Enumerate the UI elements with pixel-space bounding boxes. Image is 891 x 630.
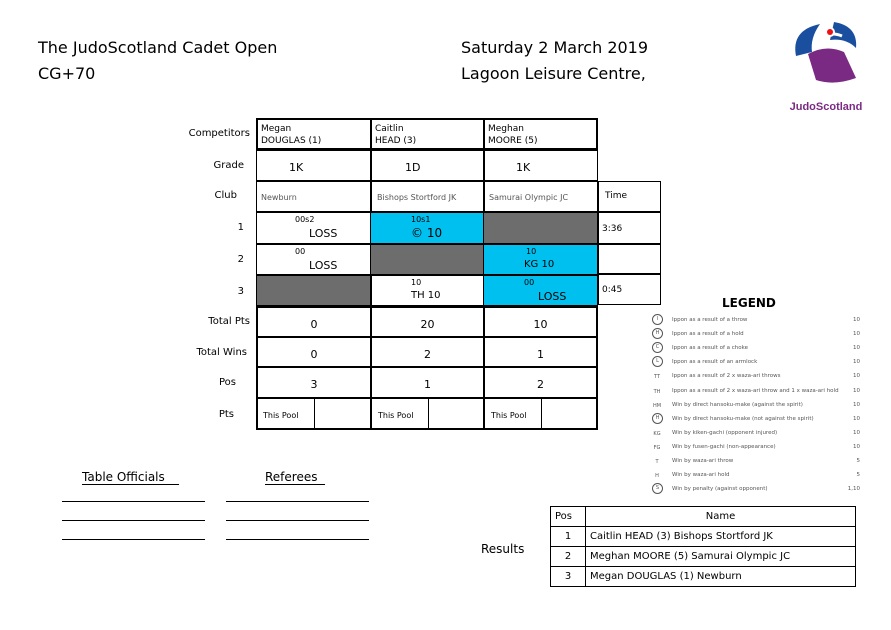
position-cell: 1 [370, 366, 485, 399]
pool-pts-cell [370, 397, 485, 430]
bout-cell [370, 212, 485, 244]
pool-pts-cell [256, 397, 372, 430]
result-name: Megan DOUGLAS (1) Newburn [586, 567, 856, 587]
club-cell: Newburn [256, 181, 372, 212]
category-label: CG+70 [38, 64, 96, 83]
bout-cell [256, 244, 372, 275]
competitor-first-name: Meghan [488, 124, 524, 134]
total-wins-cell: 1 [483, 336, 598, 368]
bout-result: TH 10 [411, 290, 441, 301]
label-total-pts: Total Pts [208, 316, 250, 327]
position-cell: 3 [256, 366, 372, 399]
legend-description: Ippon as a result of a hold [672, 331, 744, 338]
bout-result: KG 10 [524, 259, 555, 270]
legend-item [650, 401, 860, 413]
legend-description: Ippon as a result of a throw [672, 317, 748, 323]
event-date: Saturday 2 March 2019 [461, 38, 649, 57]
bout-score: 10s1 [411, 215, 431, 224]
competitor-last-name: DOUGLAS (1) [261, 136, 322, 146]
time-cell [598, 244, 661, 274]
position-cell: 2 [483, 366, 598, 399]
event-title: The JudoScotland Cadet Open [38, 38, 278, 57]
result-pos: 1 [551, 527, 586, 547]
legend-item [650, 485, 860, 497]
legend-description: Ippon as a result of 2 x waza-ari throw and 1 x waza-ari hold [672, 387, 839, 394]
total-wins-cell: 2 [370, 336, 485, 368]
results-label: Results [481, 542, 525, 556]
pool-label: This Pool [491, 411, 527, 420]
label-total-wins: Total Wins [196, 347, 247, 358]
signature-line [226, 539, 369, 540]
legend-item [650, 443, 860, 455]
competitor-first-name: Caitlin [375, 124, 404, 134]
legend-symbol-icon: FG [653, 444, 661, 451]
signature-line [226, 520, 369, 521]
table-row [551, 547, 856, 567]
legend-item [650, 372, 860, 384]
legend-points: 10 [853, 415, 860, 422]
label-club: Club [214, 190, 237, 201]
bout-score: 00s2 [295, 215, 315, 224]
legend-points: 10 [853, 387, 860, 394]
logo-mark-icon [786, 18, 866, 93]
time-cell: 3:36 [598, 212, 661, 244]
bout-score: 00 [295, 247, 306, 256]
legend-points: 5 [856, 458, 860, 464]
grade-cell: 1K [483, 150, 598, 181]
results-header-pos: Pos [551, 507, 586, 527]
competitor-cell [256, 118, 372, 150]
bout-result: LOSS [538, 290, 567, 303]
bout-cell [483, 275, 598, 306]
pool-label: This Pool [263, 411, 299, 420]
cell-divider [541, 399, 542, 430]
result-pos: 2 [551, 547, 586, 567]
legend-symbol-icon: H [655, 473, 659, 480]
label-round-2: 2 [237, 254, 244, 265]
judoscotland-logo [786, 18, 866, 113]
legend-symbol-icon: KG [653, 430, 661, 437]
legend-symbol-icon: I [652, 314, 663, 325]
referees-label: Referees [265, 470, 325, 485]
legend-symbol-icon: L [652, 356, 663, 367]
legend-points: 10 [853, 317, 860, 323]
cell-divider [314, 399, 315, 430]
legend-points: 10 [853, 401, 860, 408]
legend-title: LEGEND [722, 296, 776, 310]
blank-cell [256, 275, 372, 306]
grade-cell: 1K [256, 150, 372, 181]
legend-symbol-icon: T [655, 459, 659, 465]
table-row [551, 527, 856, 547]
label-competitors: Competitors [188, 128, 250, 139]
bout-cell [483, 244, 598, 275]
table-officials-label: Table Officials [82, 470, 179, 485]
bout-score: 10 [411, 278, 422, 287]
legend-symbol-icon: TH [653, 388, 661, 395]
label-grade: Grade [213, 160, 244, 171]
legend-symbol-icon: C [652, 342, 663, 353]
legend-item [650, 344, 860, 356]
legend-symbol-icon: H [652, 328, 663, 339]
time-cell: 0:45 [598, 274, 661, 305]
logo-text: JudoScotland [789, 101, 863, 113]
label-pos: Pos [218, 377, 236, 388]
legend-item [650, 387, 860, 399]
signature-line [226, 501, 369, 502]
club-cell: Bishops Stortford JK [370, 181, 485, 212]
total-wins-cell: 0 [256, 336, 372, 368]
legend-description: Ippon as a result of an armlock [672, 359, 758, 366]
legend-symbol-icon: TT [653, 374, 661, 381]
total-pts-cell: 0 [256, 306, 372, 338]
time-header: Time [598, 181, 661, 212]
legend-item [650, 316, 860, 328]
pool-grid [256, 118, 598, 430]
grade-cell: 1D [370, 150, 485, 181]
legend-item [650, 330, 860, 342]
competitor-first-name: Megan [261, 124, 292, 134]
legend-points: 1,10 [847, 486, 860, 493]
legend-item [650, 358, 860, 370]
legend-item [650, 415, 860, 427]
legend-description: Win by direct hansoku-make (against the spirit) [672, 401, 803, 408]
legend-points: 10 [853, 345, 860, 352]
blank-cell [483, 212, 598, 244]
label-round-1: 1 [237, 222, 244, 233]
time-column [598, 181, 661, 305]
legend-points: 10 [853, 331, 860, 338]
bout-cell [256, 212, 372, 244]
competitor-last-name: MOORE (5) [488, 136, 538, 146]
legend-item [650, 471, 860, 483]
legend-description: Win by fusen-gachi (non-appearance) [672, 443, 776, 450]
event-venue: Lagoon Leisure Centre, [461, 64, 646, 83]
legend-symbol-icon: S [652, 483, 663, 494]
blank-cell [370, 244, 485, 275]
bout-result: LOSS [309, 259, 338, 272]
bout-cell [370, 275, 485, 306]
legend-points: 5 [856, 472, 860, 479]
legend-description: Win by waza-ari hold [672, 472, 730, 479]
pool-pts-cell [483, 397, 598, 430]
legend-symbol-icon: H [652, 413, 663, 424]
legend-description: Win by kiken-gachi (opponent injured) [672, 429, 778, 436]
bout-score: 00 [524, 278, 535, 287]
legend-item [650, 457, 860, 469]
result-name: Meghan MOORE (5) Samurai Olympic JC [586, 547, 856, 567]
legend-description: Win by penalty (against opponent) [672, 486, 768, 493]
pool-label: This Pool [378, 411, 414, 420]
label-pts: Pts [218, 409, 234, 420]
total-pts-cell: 10 [483, 306, 598, 338]
bout-result: LOSS [309, 227, 338, 240]
legend-description: Ippon as a result of a choke [672, 345, 749, 352]
result-name: Caitlin HEAD (3) Bishops Stortford JK [586, 527, 856, 547]
legend-description: Win by waza-ari throw [672, 458, 734, 464]
signature-line [62, 520, 205, 521]
legend-description: Ippon as a result of 2 x waza-ari throws [672, 373, 781, 380]
cell-divider [428, 399, 429, 430]
competitor-cell [370, 118, 485, 150]
label-round-3: 3 [237, 286, 244, 297]
competitor-cell [483, 118, 598, 150]
legend-points: 10 [853, 429, 860, 436]
legend-symbol-icon: HM [652, 402, 662, 409]
bout-score: 10 [526, 247, 537, 256]
result-pos: 3 [551, 567, 586, 587]
legend-points: 10 [853, 443, 860, 450]
legend-description: Win by direct hansoku-make (not against the spirit) [672, 415, 814, 422]
table-row [551, 567, 856, 587]
legend-item [650, 429, 860, 441]
results-table [550, 506, 856, 587]
legend-points: 10 [853, 359, 860, 366]
signature-line [62, 539, 205, 540]
results-header-row [551, 507, 856, 527]
competitor-last-name: HEAD (3) [375, 136, 417, 146]
legend-points: 10 [853, 373, 860, 380]
results-header-name: Name [586, 507, 856, 527]
total-pts-cell: 20 [370, 306, 485, 338]
club-cell: Samurai Olympic JC [483, 181, 598, 212]
bout-result: © 10 [411, 226, 443, 240]
signature-line [62, 501, 205, 502]
